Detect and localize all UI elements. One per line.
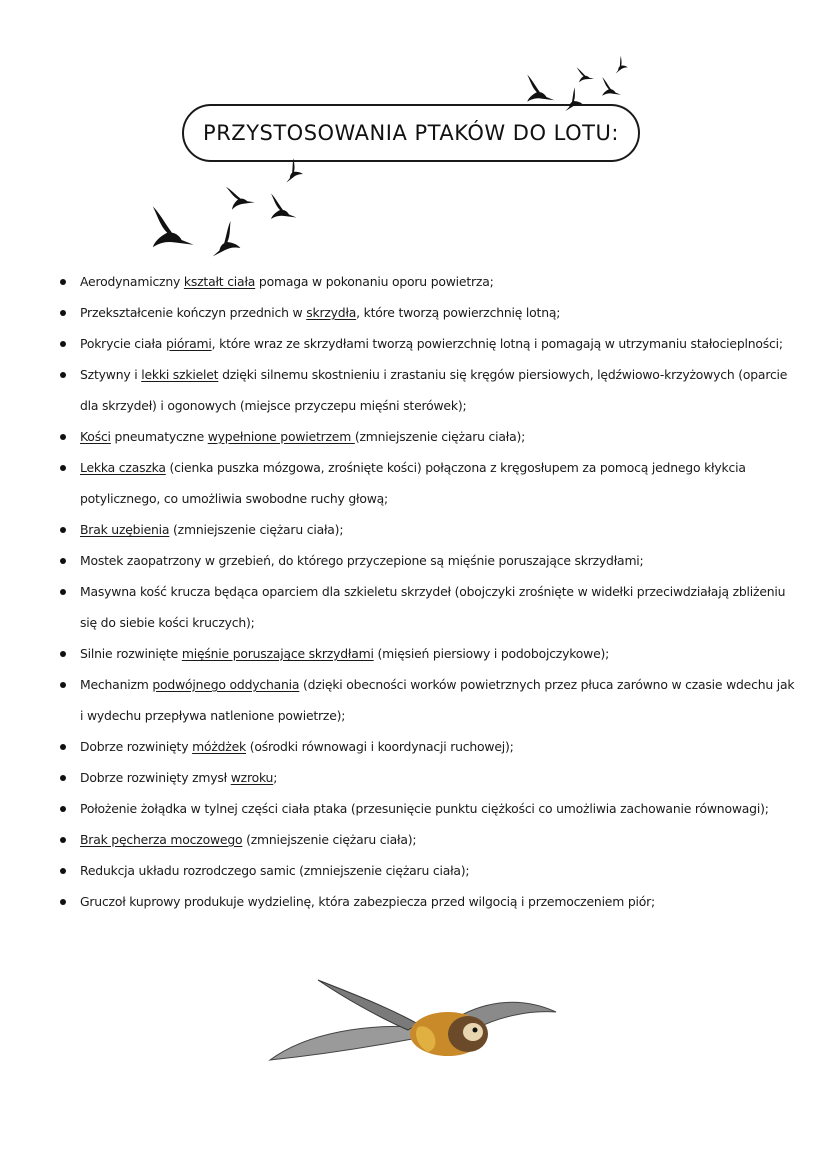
underlined-term: skrzydła xyxy=(306,305,357,320)
item-text: (cienka puszka mózgowa, zrośnięte kości) połączona z kręgosłupem za pomocą jednego kłykcia potylicznego, co umożliwia swobodne ruchy głową; xyxy=(80,460,746,506)
item-text: (dzięki obecności worków powietrznych przez płuca zarówno w czasie wdechu jak i wydechu przepływa natlenione powietrze); xyxy=(80,677,795,723)
item-text: Dobrze rozwinięty zmysł xyxy=(80,770,231,785)
item-text: (ośrodki równowagi i koordynacji ruchowej); xyxy=(246,739,514,754)
list-item xyxy=(56,669,796,731)
bird-silhouette-icon xyxy=(600,76,622,98)
list-item xyxy=(56,421,796,452)
underlined-term: Lekka czaszka xyxy=(80,460,166,475)
underlined-term: piórami xyxy=(165,336,212,351)
list-item xyxy=(56,576,796,638)
page-title: PRZYSTOSOWANIA PTAKÓW DO LOTU: xyxy=(203,121,619,145)
item-text: Pokrycie ciała xyxy=(80,336,166,351)
list-item xyxy=(56,855,796,886)
list-item xyxy=(56,514,796,545)
item-text: ; xyxy=(273,770,278,785)
bird-silhouette-icon xyxy=(608,53,631,77)
item-text: pomaga w pokonaniu oporu powietrza; xyxy=(255,274,494,289)
item-text: (mięsień piersiowy i podobojczykowe); xyxy=(373,646,610,661)
item-text: , które tworzą powierzchnię lotną; xyxy=(356,305,561,320)
item-text: (zmniejszenie ciężaru ciała); xyxy=(354,429,526,444)
underlined-term: wypełnione powietrzem xyxy=(207,429,355,444)
item-text: Mostek zaopatrzony w grzebień, do którego przyczepione są mięśnie poruszające skrzydłami; xyxy=(80,553,644,568)
item-text: pneumatyczne xyxy=(110,429,208,444)
list-item xyxy=(56,297,796,328)
list-item xyxy=(56,545,796,576)
list-item xyxy=(56,731,796,762)
list-item xyxy=(56,328,796,359)
list-item xyxy=(56,762,796,793)
list-item xyxy=(56,452,796,514)
adaptations-list xyxy=(56,266,796,917)
item-text: Dobrze rozwinięty xyxy=(80,739,193,754)
list-item xyxy=(56,793,796,824)
item-text: (zmniejszenie ciężaru ciała); xyxy=(169,522,344,537)
underlined-term: podwójnego oddychania xyxy=(152,677,300,692)
bird-silhouette-icon xyxy=(201,217,245,262)
underlined-term: Brak pęcherza moczowego xyxy=(80,832,243,847)
item-text: , które wraz ze skrzydłami tworzą powierzchnię lotną i pomagają w utrzymaniu stałocieplności; xyxy=(211,336,783,351)
item-text: Mechanizm xyxy=(80,677,153,692)
flying-bird-illustration xyxy=(268,972,558,1072)
item-text: Silnie rozwinięte xyxy=(80,646,182,661)
item-text: Gruczoł kuprowy produkuje wydzielinę, która zabezpiecza przed wilgocią i przemoczeniem piór; xyxy=(80,894,655,909)
list-item xyxy=(56,824,796,855)
underlined-term: lekki szkielet xyxy=(141,367,219,382)
item-text: Aerodynamiczny xyxy=(80,274,184,289)
item-text: Masywna kość krucza będąca oparciem dla szkieletu skrzydeł (obojczyki zrośnięte w widełki przeciwdziałają zbliżeniu się do siebie kości kruczych); xyxy=(80,584,786,630)
item-text: Redukcja układu rozrodczego samic (zmniejszenie ciężaru ciała); xyxy=(80,863,470,878)
list-item xyxy=(56,638,796,669)
bird-silhouette-icon xyxy=(574,62,596,87)
underlined-term: móżdżek xyxy=(192,739,247,754)
item-text: Przekształcenie kończyn przednich w xyxy=(80,305,307,320)
list-item xyxy=(56,359,796,421)
underlined-term: mięśnie poruszające skrzydłami xyxy=(181,646,374,661)
underlined-term: Brak uzębienia xyxy=(80,522,170,537)
list-item xyxy=(56,266,796,297)
underlined-term: kształt ciała xyxy=(183,274,256,289)
item-text: dzięki silnemu skostnieniu i zrastaniu się kręgów piersiowych, lędźwiowo-krzyżowych (oparcie dla skrzydeł) i ogonowych (miejsce przyczepu mięśni sterówek); xyxy=(80,367,788,413)
bird-silhouette-icon xyxy=(268,192,298,222)
underlined-term: Kości xyxy=(80,429,111,444)
item-text: (zmniejszenie ciężaru ciała); xyxy=(242,832,417,847)
bird-silhouette-icon xyxy=(148,204,196,252)
list-item xyxy=(56,886,796,917)
bird-silhouette-icon xyxy=(222,177,257,215)
item-text: Położenie żołądka w tylnej części ciała ptaka (przesunięcie punktu ciężkości co umożliwia zachowanie równowagi); xyxy=(80,801,769,816)
underlined-term: wzroku xyxy=(230,770,274,785)
item-text: Sztywny i xyxy=(80,367,142,382)
bird-silhouette-icon xyxy=(524,73,556,105)
